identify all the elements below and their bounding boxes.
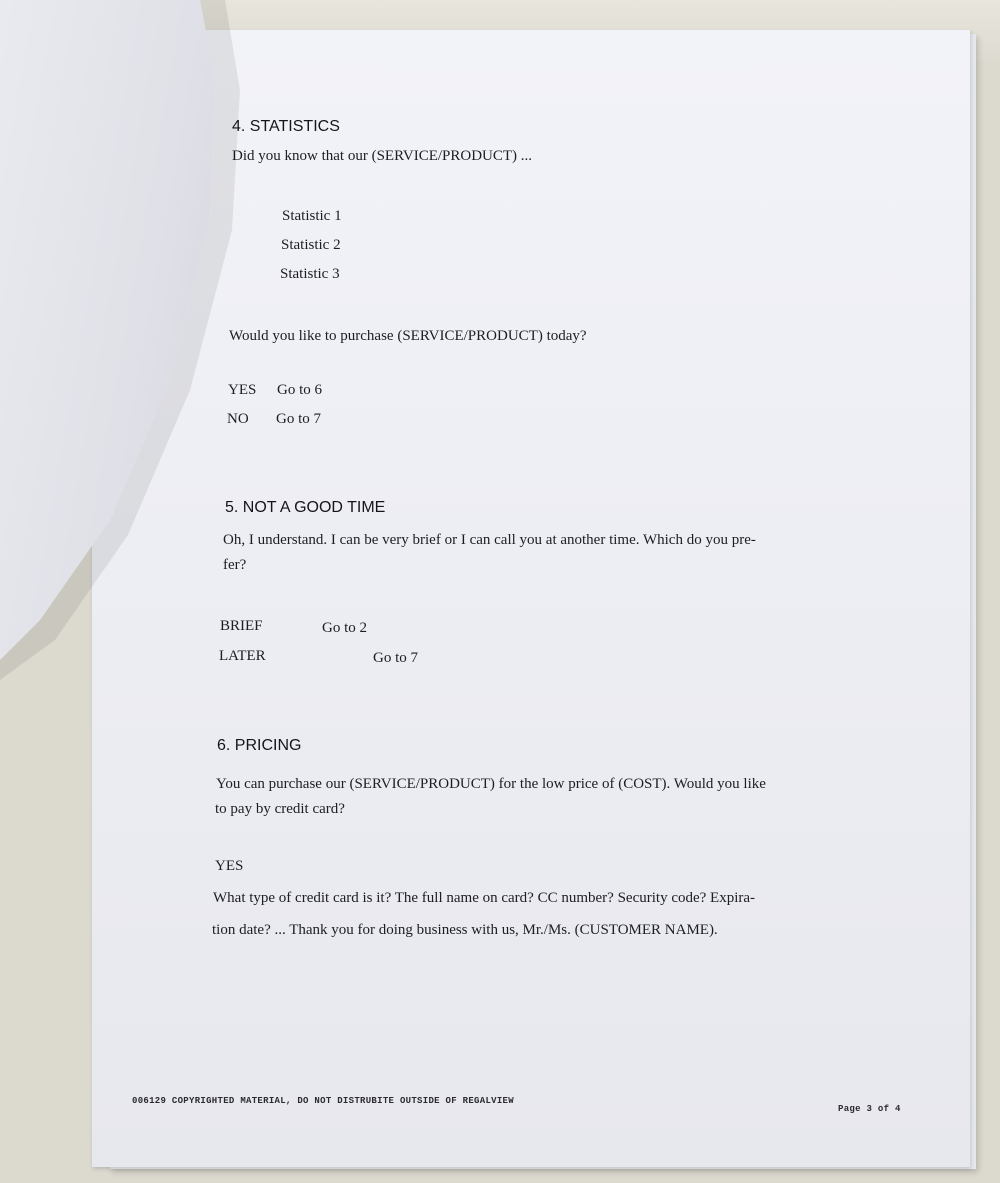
section-heading-pricing: 6. PRICING — [217, 737, 302, 754]
option-action: Go to 7 — [373, 650, 418, 666]
option-action: Go to 2 — [322, 620, 367, 636]
pricing-yes-label: YES — [215, 858, 244, 874]
statistic-item: Statistic 2 — [281, 237, 341, 253]
section-heading-not-good-time: 5. NOT A GOOD TIME — [225, 499, 386, 516]
option-label-brief: BRIEF — [220, 618, 263, 634]
not-good-time-line-1: Oh, I understand. I can be very brief or I can call you at another time. Which do you pre- — [223, 532, 756, 548]
purchase-question: Would you like to purchase (SERVICE/PRODUCT) today? — [229, 328, 587, 344]
statistic-item: Statistic 3 — [280, 266, 340, 282]
option-label-later: LATER — [219, 648, 266, 664]
footer-copyright: 006129 COPYRIGHTED MATERIAL, DO NOT DISTRUBITE OUTSIDE OF REGALVIEW — [132, 1096, 514, 1106]
option-label-no: NO — [227, 411, 249, 427]
pricing-yes-line-1: What type of credit card is it? The full name on card? CC number? Security code? Expira- — [213, 890, 756, 906]
option-action: Go to 7 — [276, 411, 321, 427]
pricing-line-1: You can purchase our (SERVICE/PRODUCT) for the low price of (COST). Would you like — [216, 776, 766, 792]
statistics-intro: Did you know that our (SERVICE/PRODUCT) ... — [232, 148, 533, 164]
footer-page-number: Page 3 of 4 — [838, 1104, 901, 1114]
pricing-line-2: to pay by credit card? — [215, 801, 345, 817]
pricing-yes-line-2: tion date? ... Thank you for doing business with us, Mr./Ms. (CUSTOMER NAME). — [212, 922, 718, 938]
statistic-item: Statistic 1 — [282, 208, 342, 224]
section-heading-statistics: 4. STATISTICS — [232, 118, 340, 135]
option-action: Go to 6 — [277, 382, 322, 398]
option-label-yes: YES — [228, 382, 257, 398]
not-good-time-line-2: fer? — [223, 557, 247, 573]
